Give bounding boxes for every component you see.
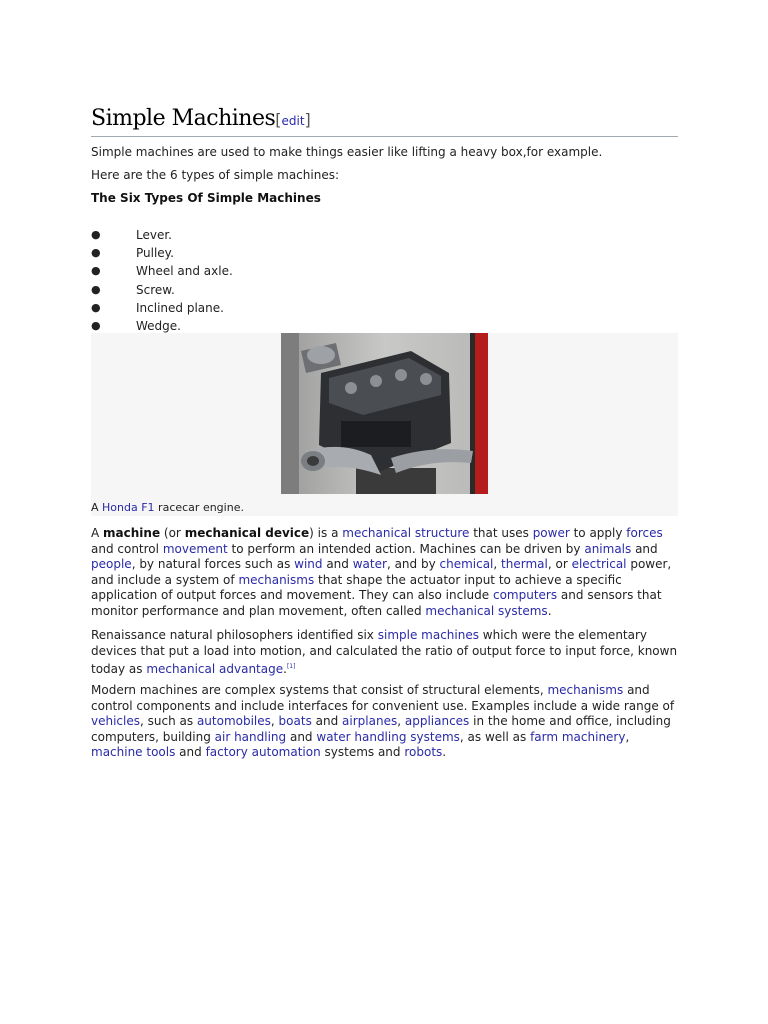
link-air-handling[interactable]: air handling (214, 729, 287, 744)
link-mechanisms[interactable]: mechanisms (238, 572, 315, 587)
bullet-icon: ● (91, 282, 101, 296)
page-title: Simple Machines (91, 106, 276, 131)
modern-machines-paragraph (91, 683, 681, 761)
link-vehicles[interactable]: vehicles (91, 714, 140, 728)
link-simple-machines[interactable]: simple machines (377, 628, 479, 642)
text: . (547, 603, 552, 618)
text: and control (91, 541, 163, 556)
text: , such as (140, 714, 197, 728)
figure-caption (91, 501, 244, 514)
text: Renaissance natural philosophers identified six (91, 628, 378, 642)
text: which were the elementary devices that put a load into motion, and calculated the ratio of output force to input force, known today as (91, 628, 678, 676)
list-item-text: Screw. (136, 282, 175, 297)
edit-bracket-open: [ (275, 110, 282, 129)
list-item-text: Wedge. (136, 318, 181, 333)
caption-suffix: racecar engine. (154, 501, 244, 514)
text: Modern machines are complex systems that consist of structural elements, (91, 683, 548, 697)
link-machine-tools[interactable]: machine tools (91, 745, 176, 759)
list-item-text: Pulley. (136, 246, 174, 261)
bullet-icon: ● (91, 318, 101, 332)
link-movement[interactable]: movement (162, 541, 228, 556)
link-airplanes[interactable]: airplanes (342, 714, 398, 728)
text: and control components and include interfaces for convenient use. Examples include a wide range of (91, 683, 675, 713)
list-item-text: Inclined plane. (136, 300, 224, 315)
term-machine: machine (103, 526, 161, 540)
link-water-handling-systems[interactable]: water handling systems (316, 729, 460, 744)
bullet-icon: ● (91, 264, 101, 278)
link-appliances[interactable]: appliances (404, 714, 470, 728)
link-mechanisms[interactable]: mechanisms (547, 683, 624, 697)
honda-f1-link[interactable]: Honda F1 (102, 501, 155, 514)
text: and (175, 745, 206, 759)
text: , (397, 714, 405, 728)
text: in the home and office, including computers, building (91, 714, 671, 744)
link-power[interactable]: power (532, 526, 570, 540)
list-item-text: Wheel and axle. (136, 264, 233, 279)
term-mechanical-device: mechanical device (184, 526, 310, 540)
text: and (311, 714, 343, 728)
engine-image[interactable] (281, 333, 488, 494)
link-thermal[interactable]: thermal (501, 557, 548, 571)
text: and (286, 729, 317, 744)
text: to apply (569, 526, 627, 540)
edit-bracket-close: ] (304, 110, 311, 129)
link-farm-machinery[interactable]: farm machinery (530, 729, 626, 744)
caption-prefix: A (91, 501, 103, 514)
text: (or (160, 526, 185, 540)
text: power, and include a system of (91, 557, 672, 587)
text: . (283, 662, 287, 676)
link-computers[interactable]: computers (492, 588, 558, 602)
bullet-icon: ● (91, 246, 101, 260)
text: , (270, 714, 279, 728)
text: to perform an intended action. Machines can be driven by (227, 541, 585, 556)
text: and (322, 557, 353, 571)
link-water[interactable]: water (352, 557, 387, 571)
link-boats[interactable]: boats (278, 714, 312, 728)
link-forces[interactable]: forces (626, 526, 663, 540)
renaissance-paragraph (91, 628, 681, 678)
link-mechanical-systems[interactable]: mechanical systems (425, 603, 548, 618)
types-intro: Here are the 6 types of simple machines: (91, 168, 339, 182)
link-factory-automation[interactable]: factory automation (205, 745, 321, 759)
text: , and by (386, 557, 440, 571)
text: , by natural forces such as (131, 557, 295, 571)
subheading: The Six Types Of Simple Machines (91, 191, 321, 205)
link-automobiles[interactable]: automobiles (196, 714, 271, 728)
text: and sensors that monitor performance and plan movement, often called (91, 588, 662, 618)
link-mechanical-advantage[interactable]: mechanical advantage (146, 662, 284, 676)
text: ) is a (309, 526, 343, 540)
figure (91, 333, 678, 516)
text: , (625, 729, 630, 744)
bullet-icon: ● (91, 300, 101, 314)
text: that shape the actuator input to achieve a specific application of output forces and movement. They can also include (91, 572, 622, 602)
text: , or (547, 557, 572, 571)
link-chemical[interactable]: chemical (439, 557, 494, 571)
link-electrical[interactable]: electrical (571, 557, 627, 571)
edit-link[interactable]: edit (281, 114, 305, 128)
reference-link[interactable]: [1] (286, 663, 296, 670)
link-wind[interactable]: wind (294, 557, 323, 571)
bullet-icon: ● (91, 228, 101, 241)
link-people[interactable]: people (91, 557, 132, 571)
text: systems and (320, 745, 405, 759)
link-mechanical-structure[interactable]: mechanical structure (342, 526, 470, 540)
text: and (631, 541, 658, 556)
link-animals[interactable]: animals (584, 541, 632, 556)
machine-definition-paragraph (91, 526, 681, 619)
text: , as well as (459, 729, 531, 744)
section-heading (91, 106, 678, 137)
text: A (91, 526, 104, 540)
text: . (442, 745, 447, 759)
text: , (493, 557, 502, 571)
list-item-text: Lever. (136, 228, 172, 242)
text: that uses (469, 526, 533, 540)
intro-paragraph: Simple machines are used to make things easier like lifting a heavy box,for example. (91, 145, 603, 159)
link-robots[interactable]: robots (404, 745, 443, 759)
